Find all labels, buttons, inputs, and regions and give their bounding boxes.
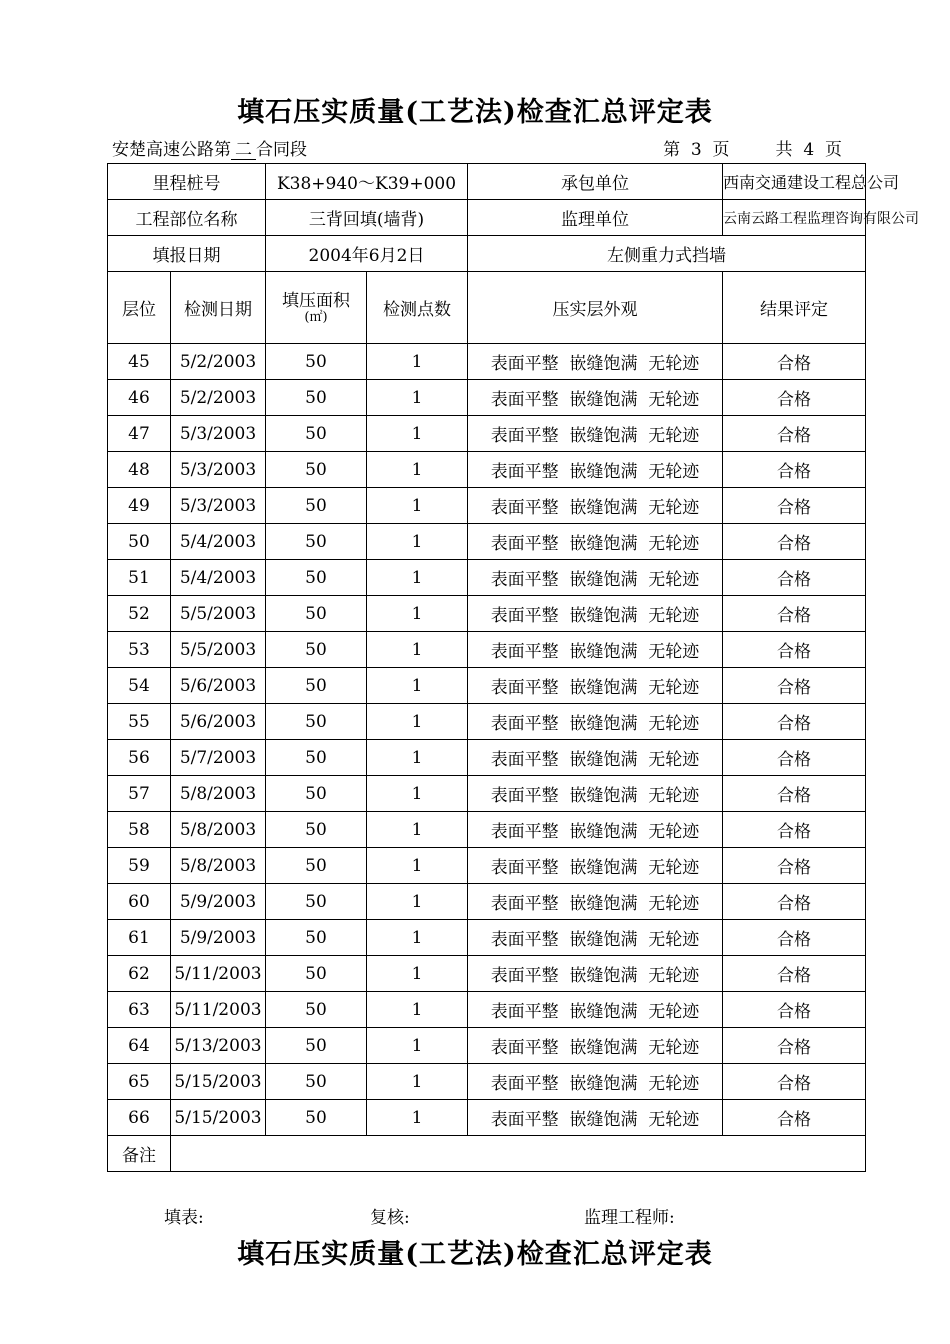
- cell-points: 1: [367, 812, 468, 848]
- supervisor-value: 云南云路工程监理咨询有限公司: [723, 200, 866, 236]
- project-prefix: 安楚高速公路第: [112, 140, 231, 160]
- mileage-value: K38+940～K39+000: [266, 164, 468, 200]
- cell-date: 5/13/2003: [171, 1028, 266, 1064]
- reviewed-by-label: 复核:: [370, 1208, 410, 1228]
- info-row-mileage: [108, 164, 866, 200]
- subheader: [112, 135, 852, 160]
- cell-points: 1: [367, 632, 468, 668]
- cell-appearance: 表面平整 嵌缝饱满 无轮迹: [468, 1100, 723, 1136]
- cell-result: 合格: [723, 380, 866, 416]
- signature-line: [0, 1203, 950, 1228]
- table-row: [108, 740, 866, 776]
- cell-area: 50: [266, 560, 367, 596]
- col-area: [266, 272, 367, 344]
- cell-layer: 53: [108, 632, 171, 668]
- part-value: 三背回填(墙背): [266, 200, 468, 236]
- table-row: [108, 884, 866, 920]
- cell-result: 合格: [723, 344, 866, 380]
- cell-appearance: 表面平整 嵌缝饱满 无轮迹: [468, 740, 723, 776]
- cell-area: 50: [266, 704, 367, 740]
- cell-points: 1: [367, 956, 468, 992]
- table-row: [108, 596, 866, 632]
- contractor-label: 承包单位: [468, 164, 723, 200]
- cell-date: 5/5/2003: [171, 632, 266, 668]
- cell-result: 合格: [723, 812, 866, 848]
- table-row: [108, 1100, 866, 1136]
- table-row: [108, 1064, 866, 1100]
- cell-layer: 61: [108, 920, 171, 956]
- cell-layer: 62: [108, 956, 171, 992]
- cell-date: 5/9/2003: [171, 920, 266, 956]
- cell-result: 合格: [723, 956, 866, 992]
- location-note: 左侧重力式挡墙: [468, 236, 866, 272]
- col-points: 检测点数: [367, 272, 468, 344]
- inspection-table: [107, 163, 919, 1172]
- cell-layer: 57: [108, 776, 171, 812]
- table-row: [108, 632, 866, 668]
- cell-appearance: 表面平整 嵌缝饱满 无轮迹: [468, 992, 723, 1028]
- total-suffix: 页: [825, 140, 842, 160]
- cell-result: 合格: [723, 632, 866, 668]
- cell-appearance: 表面平整 嵌缝饱满 无轮迹: [468, 596, 723, 632]
- remarks-row: [108, 1136, 866, 1172]
- table-row: [108, 668, 866, 704]
- cell-layer: 60: [108, 884, 171, 920]
- cell-result: 合格: [723, 560, 866, 596]
- page-number: 3: [690, 140, 702, 160]
- cell-appearance: 表面平整 嵌缝饱满 无轮迹: [468, 416, 723, 452]
- cell-result: 合格: [723, 884, 866, 920]
- cell-appearance: 表面平整 嵌缝饱满 无轮迹: [468, 380, 723, 416]
- cell-appearance: 表面平整 嵌缝饱满 无轮迹: [468, 704, 723, 740]
- cell-area: 50: [266, 1100, 367, 1136]
- cell-result: 合格: [723, 1100, 866, 1136]
- cell-points: 1: [367, 740, 468, 776]
- col-layer: 层位: [108, 272, 171, 344]
- cell-date: 5/8/2003: [171, 848, 266, 884]
- page-indicator: [663, 135, 842, 160]
- table-row: [108, 812, 866, 848]
- info-row-date: [108, 236, 866, 272]
- cell-appearance: 表面平整 嵌缝饱满 无轮迹: [468, 1028, 723, 1064]
- column-header-row: [108, 272, 866, 344]
- cell-date: 5/2/2003: [171, 380, 266, 416]
- cell-area: 50: [266, 452, 367, 488]
- cell-points: 1: [367, 1100, 468, 1136]
- cell-layer: 51: [108, 560, 171, 596]
- date-label: 填报日期: [108, 236, 266, 272]
- cell-date: 5/11/2003: [171, 956, 266, 992]
- col-area-unit: (㎡): [304, 309, 328, 325]
- cell-date: 5/8/2003: [171, 812, 266, 848]
- supervisor-label: 监理单位: [468, 200, 723, 236]
- cell-area: 50: [266, 920, 367, 956]
- cell-area: 50: [266, 524, 367, 560]
- cell-date: 5/15/2003: [171, 1100, 266, 1136]
- col-result: 结果评定: [723, 272, 866, 344]
- cell-result: 合格: [723, 1064, 866, 1100]
- cell-area: 50: [266, 812, 367, 848]
- cell-date: 5/7/2003: [171, 740, 266, 776]
- cell-appearance: 表面平整 嵌缝饱满 无轮迹: [468, 452, 723, 488]
- table-row: [108, 704, 866, 740]
- table-row: [108, 488, 866, 524]
- cell-area: 50: [266, 776, 367, 812]
- cell-layer: 48: [108, 452, 171, 488]
- form-title: 填石压实质量(工艺法)检查汇总评定表: [237, 97, 713, 128]
- cell-appearance: 表面平整 嵌缝饱满 无轮迹: [468, 812, 723, 848]
- cell-appearance: 表面平整 嵌缝饱满 无轮迹: [468, 524, 723, 560]
- cell-points: 1: [367, 452, 468, 488]
- cell-points: 1: [367, 596, 468, 632]
- table-row: [108, 524, 866, 560]
- cell-result: 合格: [723, 920, 866, 956]
- cell-layer: 66: [108, 1100, 171, 1136]
- cell-points: 1: [367, 1028, 468, 1064]
- cell-appearance: 表面平整 嵌缝饱满 无轮迹: [468, 884, 723, 920]
- cell-appearance: 表面平整 嵌缝饱满 无轮迹: [468, 632, 723, 668]
- cell-result: 合格: [723, 704, 866, 740]
- cell-date: 5/6/2003: [171, 704, 266, 740]
- page-suffix: 页: [712, 140, 730, 160]
- col-area-label: 填压面积: [282, 290, 350, 311]
- cell-layer: 55: [108, 704, 171, 740]
- remarks-value: [171, 1136, 866, 1172]
- cell-layer: 50: [108, 524, 171, 560]
- cell-result: 合格: [723, 740, 866, 776]
- filled-by-label: 填表:: [164, 1208, 204, 1228]
- table-row: [108, 776, 866, 812]
- cell-layer: 59: [108, 848, 171, 884]
- cell-points: 1: [367, 848, 468, 884]
- cell-result: 合格: [723, 596, 866, 632]
- project-section: [112, 135, 307, 160]
- cell-date: 5/15/2003: [171, 1064, 266, 1100]
- cell-area: 50: [266, 1064, 367, 1100]
- cell-appearance: 表面平整 嵌缝饱满 无轮迹: [468, 920, 723, 956]
- next-page-title: 填石压实质量(工艺法)检查汇总评定表: [237, 1239, 713, 1270]
- table-row: [108, 992, 866, 1028]
- col-appearance: 压实层外观: [468, 272, 723, 344]
- cell-appearance: 表面平整 嵌缝饱满 无轮迹: [468, 668, 723, 704]
- cell-layer: 46: [108, 380, 171, 416]
- section-number: 二: [231, 141, 256, 160]
- page-prefix: 第: [663, 140, 681, 160]
- table-row: [108, 920, 866, 956]
- cell-appearance: 表面平整 嵌缝饱满 无轮迹: [468, 344, 723, 380]
- table-row: [108, 380, 866, 416]
- cell-date: 5/9/2003: [171, 884, 266, 920]
- cell-points: 1: [367, 920, 468, 956]
- cell-layer: 52: [108, 596, 171, 632]
- cell-area: 50: [266, 668, 367, 704]
- cell-area: 50: [266, 596, 367, 632]
- cell-date: 5/2/2003: [171, 344, 266, 380]
- cell-points: 1: [367, 992, 468, 1028]
- cell-date: 5/11/2003: [171, 992, 266, 1028]
- col-date: 检测日期: [171, 272, 266, 344]
- table-row: [108, 452, 866, 488]
- mileage-label: 里程桩号: [108, 164, 266, 200]
- cell-appearance: 表面平整 嵌缝饱满 无轮迹: [468, 956, 723, 992]
- contractor-value: 西南交通建设工程总公司: [723, 164, 866, 200]
- cell-points: 1: [367, 560, 468, 596]
- cell-area: 50: [266, 884, 367, 920]
- cell-layer: 63: [108, 992, 171, 1028]
- cell-layer: 45: [108, 344, 171, 380]
- cell-layer: 65: [108, 1064, 171, 1100]
- cell-area: 50: [266, 380, 367, 416]
- cell-result: 合格: [723, 668, 866, 704]
- cell-area: 50: [266, 344, 367, 380]
- table-row: [108, 344, 866, 380]
- cell-area: 50: [266, 740, 367, 776]
- engineer-label: 监理工程师:: [584, 1208, 675, 1228]
- cell-appearance: 表面平整 嵌缝饱满 无轮迹: [468, 776, 723, 812]
- total-pages: 4: [803, 140, 815, 160]
- cell-result: 合格: [723, 452, 866, 488]
- cell-points: 1: [367, 1064, 468, 1100]
- table-row: [108, 416, 866, 452]
- cell-appearance: 表面平整 嵌缝饱满 无轮迹: [468, 1064, 723, 1100]
- cell-layer: 56: [108, 740, 171, 776]
- cell-result: 合格: [723, 1028, 866, 1064]
- cell-layer: 47: [108, 416, 171, 452]
- table-row: [108, 848, 866, 884]
- cell-layer: 49: [108, 488, 171, 524]
- cell-date: 5/4/2003: [171, 524, 266, 560]
- cell-points: 1: [367, 776, 468, 812]
- cell-points: 1: [367, 488, 468, 524]
- table-row: [108, 956, 866, 992]
- cell-result: 合格: [723, 848, 866, 884]
- cell-points: 1: [367, 344, 468, 380]
- cell-layer: 58: [108, 812, 171, 848]
- cell-result: 合格: [723, 524, 866, 560]
- cell-date: 5/5/2003: [171, 596, 266, 632]
- cell-date: 5/3/2003: [171, 488, 266, 524]
- cell-points: 1: [367, 884, 468, 920]
- project-suffix: 合同段: [256, 140, 307, 160]
- cell-points: 1: [367, 380, 468, 416]
- cell-points: 1: [367, 704, 468, 740]
- cell-area: 50: [266, 956, 367, 992]
- cell-area: 50: [266, 992, 367, 1028]
- cell-area: 50: [266, 1028, 367, 1064]
- date-value: 2004年6月2日: [266, 236, 468, 272]
- cell-result: 合格: [723, 776, 866, 812]
- cell-date: 5/3/2003: [171, 416, 266, 452]
- cell-area: 50: [266, 848, 367, 884]
- cell-appearance: 表面平整 嵌缝饱满 无轮迹: [468, 848, 723, 884]
- cell-date: 5/4/2003: [171, 560, 266, 596]
- cell-layer: 64: [108, 1028, 171, 1064]
- total-prefix: 共: [775, 140, 793, 160]
- cell-date: 5/3/2003: [171, 452, 266, 488]
- cell-result: 合格: [723, 992, 866, 1028]
- cell-appearance: 表面平整 嵌缝饱满 无轮迹: [468, 560, 723, 596]
- info-row-part: [108, 200, 866, 236]
- cell-result: 合格: [723, 488, 866, 524]
- cell-date: 5/6/2003: [171, 668, 266, 704]
- cell-date: 5/8/2003: [171, 776, 266, 812]
- part-label: 工程部位名称: [108, 200, 266, 236]
- remarks-label: 备注: [108, 1136, 171, 1172]
- cell-area: 50: [266, 416, 367, 452]
- table-row: [108, 1028, 866, 1064]
- cell-layer: 54: [108, 668, 171, 704]
- cell-points: 1: [367, 668, 468, 704]
- table-row: [108, 560, 866, 596]
- cell-result: 合格: [723, 416, 866, 452]
- cell-area: 50: [266, 632, 367, 668]
- cell-area: 50: [266, 488, 367, 524]
- cell-points: 1: [367, 416, 468, 452]
- cell-appearance: 表面平整 嵌缝饱满 无轮迹: [468, 488, 723, 524]
- cell-points: 1: [367, 524, 468, 560]
